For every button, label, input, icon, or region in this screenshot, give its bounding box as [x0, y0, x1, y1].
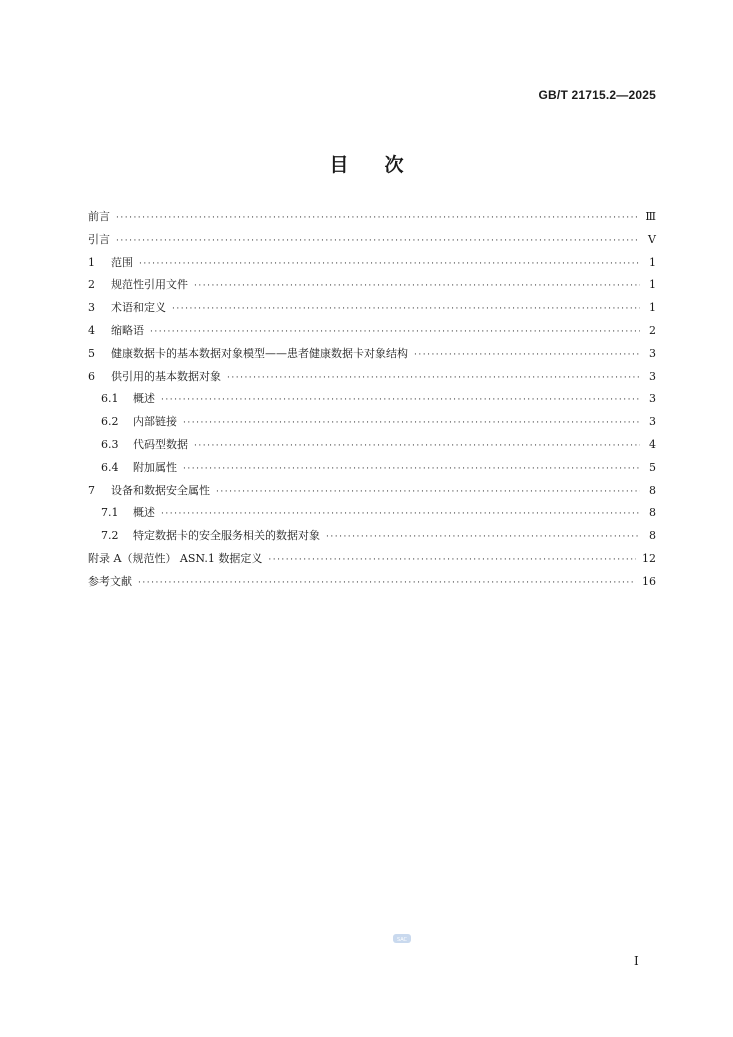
toc-dot-leader: [161, 503, 640, 526]
toc-dot-leader: [326, 526, 640, 549]
toc-entry-number: 7: [88, 483, 95, 497]
standard-number: GB/T 21715.2—2025: [538, 88, 656, 102]
toc-entry[interactable]: [88, 457, 656, 480]
toc-dot-leader: [116, 230, 640, 253]
toc-dot-leader: [172, 298, 640, 321]
page-title: 目次: [329, 154, 440, 176]
toc-entry[interactable]: [88, 274, 656, 297]
toc-entry[interactable]: [88, 434, 656, 457]
toc-entry-page: 3: [649, 392, 656, 406]
toc-entry-title: 附录 A（规范性） ASN.1 数据定义: [88, 551, 263, 565]
toc-dot-leader: [183, 458, 640, 481]
toc-entry-number: 6.3: [101, 437, 119, 451]
toc-dot-leader: [227, 367, 640, 390]
toc-entry[interactable]: [88, 388, 656, 411]
toc-entry-page: 8: [649, 506, 656, 520]
toc-entry-page: 3: [649, 415, 656, 429]
toc-entry-page: 12: [642, 551, 656, 565]
toc-dot-leader: [414, 344, 640, 367]
toc-entry-page: 1: [649, 301, 656, 315]
toc-entry[interactable]: [88, 366, 656, 389]
toc-entry-number: 3: [88, 301, 95, 315]
toc-entry-title: 供引用的基本数据对象: [111, 369, 221, 383]
toc-entry[interactable]: [88, 343, 656, 366]
toc-dot-leader: [216, 481, 640, 504]
toc-entry[interactable]: [88, 229, 656, 252]
toc-entry-number: 6: [88, 369, 95, 383]
toc-entry-page: 8: [649, 483, 656, 497]
toc-entry-title: 代码型数据: [133, 437, 188, 451]
toc-entry-page: 1: [649, 255, 656, 269]
toc-entry-page: 3: [649, 369, 656, 383]
table-of-contents: [88, 206, 656, 594]
toc-entry-title: 范围: [111, 255, 133, 269]
toc-entry[interactable]: [88, 480, 656, 503]
toc-entry-title: 健康数据卡的基本数据对象模型——患者健康数据卡对象结构: [111, 346, 408, 360]
toc-entry[interactable]: [88, 411, 656, 434]
toc-dot-leader: [183, 412, 640, 435]
toc-entry-number: 6.1: [101, 392, 119, 406]
toc-entry-number: 1: [88, 255, 95, 269]
toc-entry[interactable]: [88, 502, 656, 525]
toc-entry-page: 4: [649, 437, 656, 451]
toc-entry-title: 术语和定义: [111, 301, 166, 315]
toc-entry-page: Ⅴ: [648, 232, 656, 246]
toc-dot-leader: [194, 435, 640, 458]
toc-entry-number: 6.2: [101, 415, 119, 429]
toc-entry-title: 附加属性: [133, 460, 177, 474]
toc-entry-number: 6.4: [101, 460, 119, 474]
svg-text:SAC: SAC: [396, 937, 408, 943]
toc-entry-number: 2: [88, 278, 95, 292]
toc-entry-page: 1: [649, 278, 656, 292]
toc-entry[interactable]: [88, 571, 656, 594]
toc-entry-page: Ⅲ: [645, 210, 656, 223]
toc-entry-title: 缩略语: [111, 323, 144, 337]
toc-entry-page: 3: [649, 346, 656, 360]
toc-entry-page: 8: [649, 529, 656, 543]
toc-dot-leader: [194, 275, 640, 298]
toc-dot-leader: [138, 572, 636, 595]
toc-entry-number: 4: [88, 323, 95, 337]
toc-entry-title: 特定数据卡的安全服务相关的数据对象: [133, 529, 320, 543]
toc-entry-title: 概述: [133, 506, 155, 520]
toc-entry[interactable]: [88, 252, 656, 275]
toc-entry[interactable]: [88, 320, 656, 343]
toc-entry-title: 参考文献: [88, 574, 132, 588]
toc-entry-title: 内部链接: [133, 415, 177, 429]
publisher-logo-icon: [392, 932, 412, 945]
toc-entry-title: 概述: [133, 392, 155, 406]
toc-entry-title: 引言: [88, 232, 110, 246]
toc-entry-number: 7.1: [101, 506, 119, 520]
toc-entry-page: 2: [649, 323, 656, 337]
toc-entry-page: 5: [649, 460, 656, 474]
toc-entry-title: 前言: [88, 210, 110, 223]
toc-entry-number: 5: [88, 346, 95, 360]
toc-dot-leader: [161, 389, 640, 412]
toc-entry[interactable]: [88, 525, 656, 548]
toc-entry-title: 设备和数据安全属性: [111, 483, 210, 497]
toc-dot-leader: [268, 549, 636, 572]
toc-entry-page: 16: [642, 574, 656, 588]
toc-entry[interactable]: [88, 548, 656, 571]
toc-entry[interactable]: [88, 297, 656, 320]
page-folio: I: [634, 954, 639, 968]
toc-dot-leader: [150, 321, 640, 344]
toc-entry-title: 规范性引用文件: [111, 278, 188, 292]
toc-entry-number: 7.2: [101, 529, 119, 543]
toc-entry[interactable]: [88, 206, 656, 229]
toc-dot-leader: [139, 253, 640, 276]
toc-dot-leader: [116, 207, 639, 230]
